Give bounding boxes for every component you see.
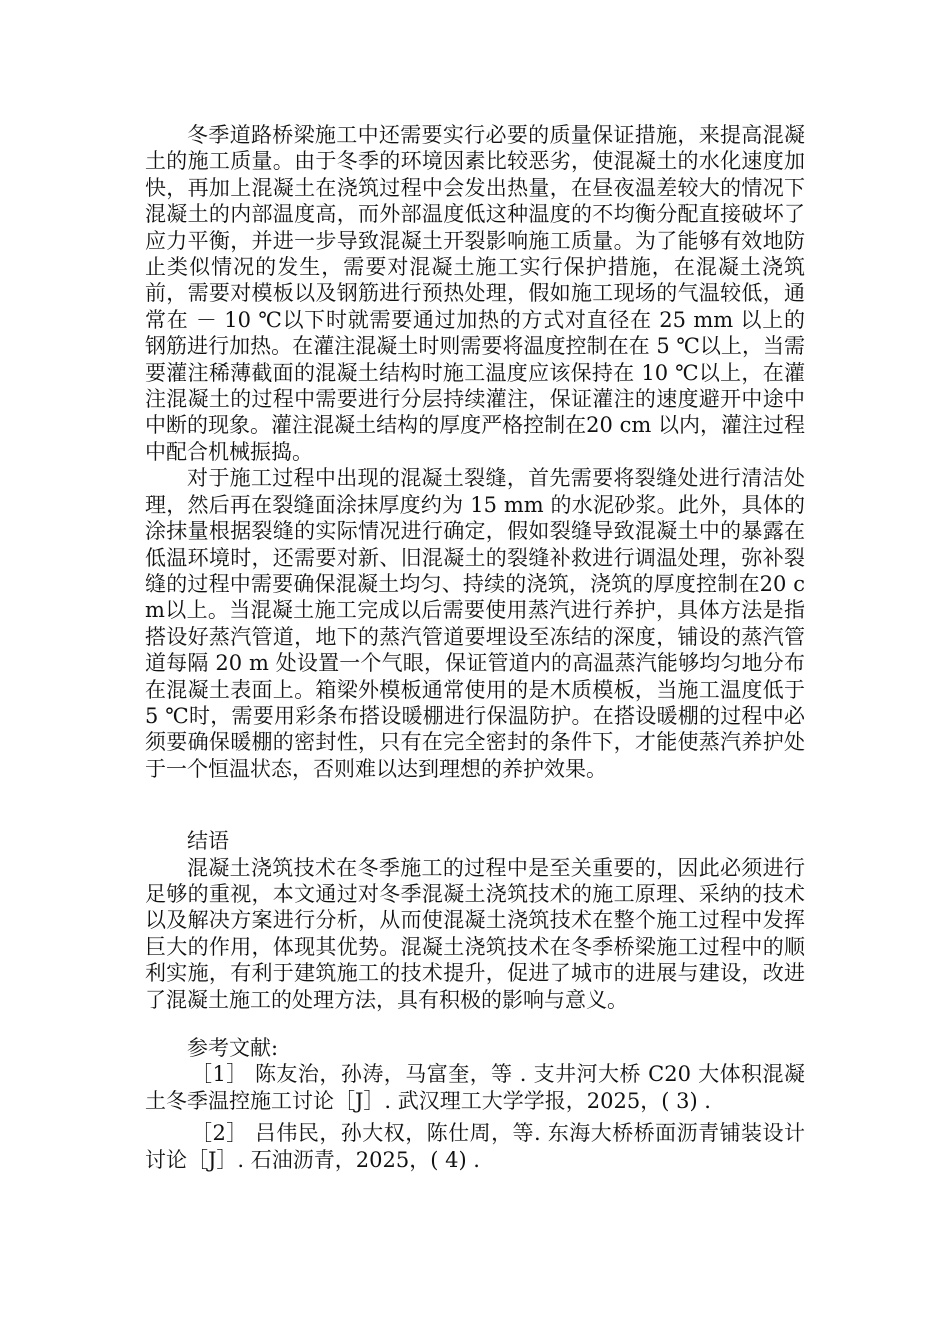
document-page xyxy=(145,122,805,1173)
reference-item-2: ［2］ 吕伟民，孙大权，陈仕周，等. 东海大桥桥面沥青铺装设计讨论［J］. 石油沥青，2025，( 4) . xyxy=(145,1121,805,1172)
conclusion-paragraph: 混凝土浇筑技术在冬季施工的过程中是至关重要的，因此必须进行足够的重视，本文通过对冬季混凝土浇筑技术的施工原理、采纳的技术以及解决方案进行分析，从而使混凝土浇筑技术在整个施工过程中发挥巨大的作用，体现其优势。混凝土浇筑技术在冬季桥梁施工过程中的顺利实施，有利于建筑施工的技术提升，促进了城市的进展与建设，改进了混凝土施工的处理方法，具有积极的影响与意义。 xyxy=(145,855,805,1012)
references-heading: 参考文献: xyxy=(187,1036,279,1060)
body-paragraph-1: 冬季道路桥梁施工中还需要实行必要的质量保证措施，来提高混凝土的施工质量。由于冬季的环境因素比较恶劣，使混凝土的水化速度加快，再加上混凝土在浇筑过程中会发出热量，在昼夜温差较大的情况下混凝土的内部温度高，而外部温度低这种温度的不均衡分配直接破坏了应力平衡，并进一步导致混凝土开裂影响施工质量。为了能够有效地防止类似情况的发生，需要对混凝土施工实行保护措施，在混凝土浇筑前，需要对模板以及钢筋进行预热处理，假如施工现场的气温较低，通常在 － 10 ℃以下时就需要通过加热的方式对直径在 25 mm 以上的钢筋进行加热。在灌注混凝土时则需要将温度控制在在 5 ℃以上，当需要灌注稀薄截面的混凝土结构时施工温度应该保持在 10 ℃以上，在灌注混凝土的过程中需要进行分层持续灌注，保证灌注的速度避开中途中中断的现象。灌注混凝土结构的厚度严格控制在20 cm 以内，灌注过程中配合机械振捣。 xyxy=(145,123,805,464)
section-spacer xyxy=(145,782,805,828)
conclusion-heading: 结语 xyxy=(187,829,229,854)
section-spacer xyxy=(145,1013,805,1035)
body-paragraph-2: 对于施工过程中出现的混凝土裂缝，首先需要将裂缝处进行清洁处理，然后再在裂缝面涂抹厚度约为 15 mm 的水泥砂浆。此外，具体的涂抹量根据裂缝的实际情况进行确定，假如裂缝导致混凝土中的暴露在低温环境时，还需要对新、旧混凝土的裂缝补救进行调温处理，弥补裂缝的过程中需要确保混凝土均匀、持续的浇筑，浇筑的厚度控制在20 cm以上。当混凝土施工完成以后需要使用蒸汽进行养护，具体方法是指搭设好蒸汽管道，地下的蒸汽管道要埋设至冻结的深度，铺设的蒸汽管道每隔 20 m 处设置一个气眼，保证管道内的高温蒸汽能够均匀地分布在混凝土表面上。箱梁外模板通常使用的是木质模板，当施工温度低于 5 ℃时，需要用彩条布搭设暖棚进行保温防护。在搭设暖棚的过程中必须要确保暖棚的密封性，只有在完全密封的条件下，才能使蒸汽养护处于一个恒温状态，否则难以达到理想的养护效果。 xyxy=(145,466,805,781)
reference-item-1: ［1］ 陈友治，孙涛，马富奎，等 . 支井河大桥 C20 大体积混凝土冬季温控施工讨论［J］. 武汉理工大学学报，2025，( 3) . xyxy=(145,1062,805,1113)
